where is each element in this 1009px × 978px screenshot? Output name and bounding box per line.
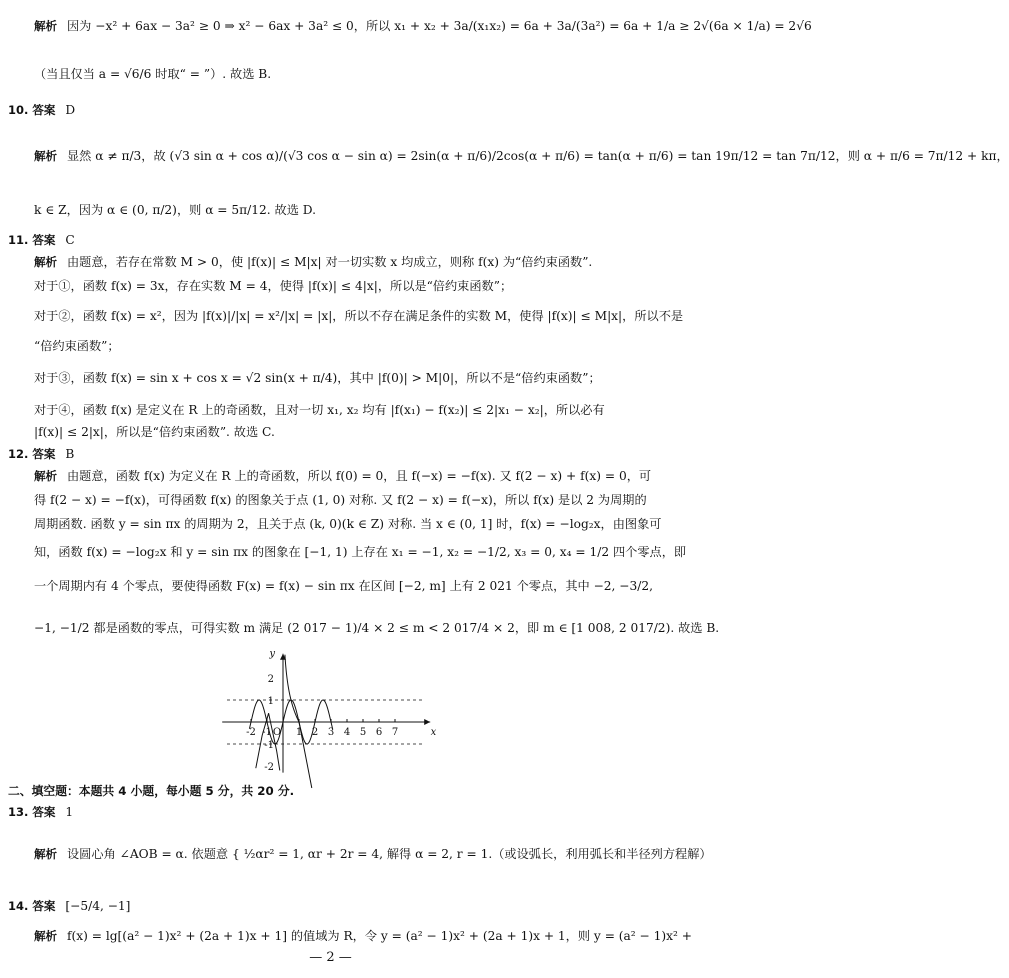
x-tick-label: -2 (246, 727, 256, 738)
line-content: 得 f(2 − x) = −f(x)，可得函数 f(x) 的图象关于点 (1, 0) 对称. 又 f(2 − x) = f(−x)，所以 f(x) 是以 2 为周期的 (34, 493, 647, 507)
x-tick-label: 1 (295, 727, 303, 738)
y-tick-label: -1 (264, 740, 274, 751)
label-keyword: 解析 (34, 469, 57, 483)
label-keyword: 14. 答案 (8, 899, 56, 913)
x-axis-arrow (424, 719, 430, 725)
y-tick-label: y (269, 648, 275, 660)
x-tick-label: 4 (343, 727, 351, 738)
x-tick-label: 6 (375, 727, 383, 738)
label-keyword: 11. 答案 (8, 233, 56, 247)
line-content: 由题意，函数 f(x) 为定义在 R 上的奇函数，所以 f(0) = 0，且 f(−x) = −f(x). 又 f(2 − x) + f(x) = 0，可 (67, 469, 652, 483)
label-keyword: 13. 答案 (8, 805, 56, 819)
line-content: D (65, 103, 76, 117)
log-curve (285, 655, 312, 788)
line-content: |f(x)| ≤ 2|x|，所以是“倍约束函数”. 故选 C. (34, 425, 275, 439)
y-tick-label: -2 (264, 762, 274, 773)
x-tick-label: -1 (262, 727, 272, 738)
line-content: 对于④，函数 f(x) 是定义在 R 上的奇函数，且对一切 x₁, x₂ 均有 |f(x₁) − f(x₂)| ≤ 2|x₁ − x₂|，所以必有 (34, 403, 605, 417)
line-content: 由题意，若存在常数 M > 0，使 |f(x)| ≤ M|x| 对一切实数 x 均成立，则称 f(x) 为“倍约束函数”. (67, 255, 593, 269)
y-tick-label: 1 (267, 696, 274, 707)
line-content: 对于③，函数 f(x) = sin x + cos x = √2 sin(x + π/4)，其中 |f(0)| > M|0|，所以不是“倍约束函数”； (34, 371, 601, 385)
line-content: 因为 −x² + 6ax − 3a² ≥ 0 ⇒ x² − 6ax + 3a² ≤ 0，所以 x₁ + x₂ + 3a/(x₁x₂) = 6a + 3a/(3a²) = 6a + 1/a ≥ 2√(6a × 1/a) = 2√6 (67, 19, 812, 33)
line-content: f(x) = lg[(a² − 1)x² + (2a + 1)x + 1] 的值域为 R，令 y = (a² − 1)x² + (2a + 1)x + 1，则 y = (a² − 1)x² + (67, 929, 692, 943)
line-content: k ∈ Z，因为 α ∈ (0, π/2)，则 α = 5π/12. 故选 D. (34, 203, 316, 217)
line-content: 周期函数. 函数 y = sin πx 的周期为 2，且关于点 (k, 0)(k ∈ Z) 对称. 当 x ∈ (0, 1] 时，f(x) = −log₂x，由图象可 (34, 517, 662, 531)
label-keyword: 10. 答案 (8, 103, 56, 117)
label-keyword: 解析 (34, 255, 57, 269)
line-content: 对于①，函数 f(x) = 3x，存在实数 M = 4，使得 |f(x)| ≤ 4|x|，所以是“倍约束函数”； (34, 279, 513, 293)
line-content: 二、填空题：本题共 4 小题，每小题 5 分，共 20 分. (8, 784, 295, 798)
line-content: 设圆心角 ∠AOB = α. 依题意 { ½αr² = 1, αr + 2r = 4, 解得 α = 2, r = 1.（或设弧长，利用弧长和半径列方程解） (67, 847, 712, 861)
x-tick-label: O (272, 727, 282, 738)
x-tick-label: 5 (359, 727, 367, 738)
label-keyword: 解析 (34, 929, 57, 943)
line-content: [−5/4, −1] (65, 899, 131, 913)
page-number: — 2 — (309, 950, 352, 965)
line-content: 一个周期内有 4 个零点，要使得函数 F(x) = f(x) − sin πx 在区间 [−2, m] 上有 2 021 个零点，其中 −2, −3/2, (34, 579, 653, 593)
x-tick-label: x (430, 727, 437, 738)
line-content: C (65, 233, 75, 247)
label-keyword: 12. 答案 (8, 447, 56, 461)
line-content: B (65, 447, 75, 461)
label-keyword: 解析 (34, 19, 57, 33)
label-keyword: 解析 (34, 149, 57, 163)
line-content: （当且仅当 a = √6/6 时取“ = ”）. 故选 B. (34, 67, 272, 81)
line-content: “倍约束函数”； (34, 339, 120, 353)
y-tick-label: 2 (267, 674, 274, 685)
line-content: 知，函数 f(x) = −log₂x 和 y = sin πx 的图象在 [−1, 1) 上存在 x₁ = −1, x₂ = −1/2, x₃ = 0, x₄ = 1/2 四个零点，即 (34, 545, 687, 559)
x-tick-label: 3 (327, 727, 335, 738)
line-content: −1, −1/2 都是函数的零点，可得实数 m 满足 (2 017 − 1)/4 × 2 ≤ m < 2 017/4 × 2，即 m ∈ [1 008, 2 017/2). 故选 B. (34, 621, 720, 635)
x-tick-label: 2 (311, 727, 319, 738)
line-content: 对于②，函数 f(x) = x²，因为 |f(x)|/|x| = x²/|x| = |x|，所以不存在满足条件的实数 M，使得 |f(x)| ≤ M|x|，所以不是 (34, 309, 684, 323)
label-keyword: 解析 (34, 847, 57, 861)
line-content: 1 (65, 805, 74, 819)
line-content: 显然 α ≠ π/3，故 (√3 sin α + cos α)/(√3 cos α − sin α) = 2sin(α + π/6)/2cos(α + π/6) = tan(α + π/6) = tan 19π/12 = tan 7π/12，则 α + π/6 = 7π/12 + kπ， (67, 149, 1009, 163)
x-tick-label: 7 (391, 727, 399, 738)
